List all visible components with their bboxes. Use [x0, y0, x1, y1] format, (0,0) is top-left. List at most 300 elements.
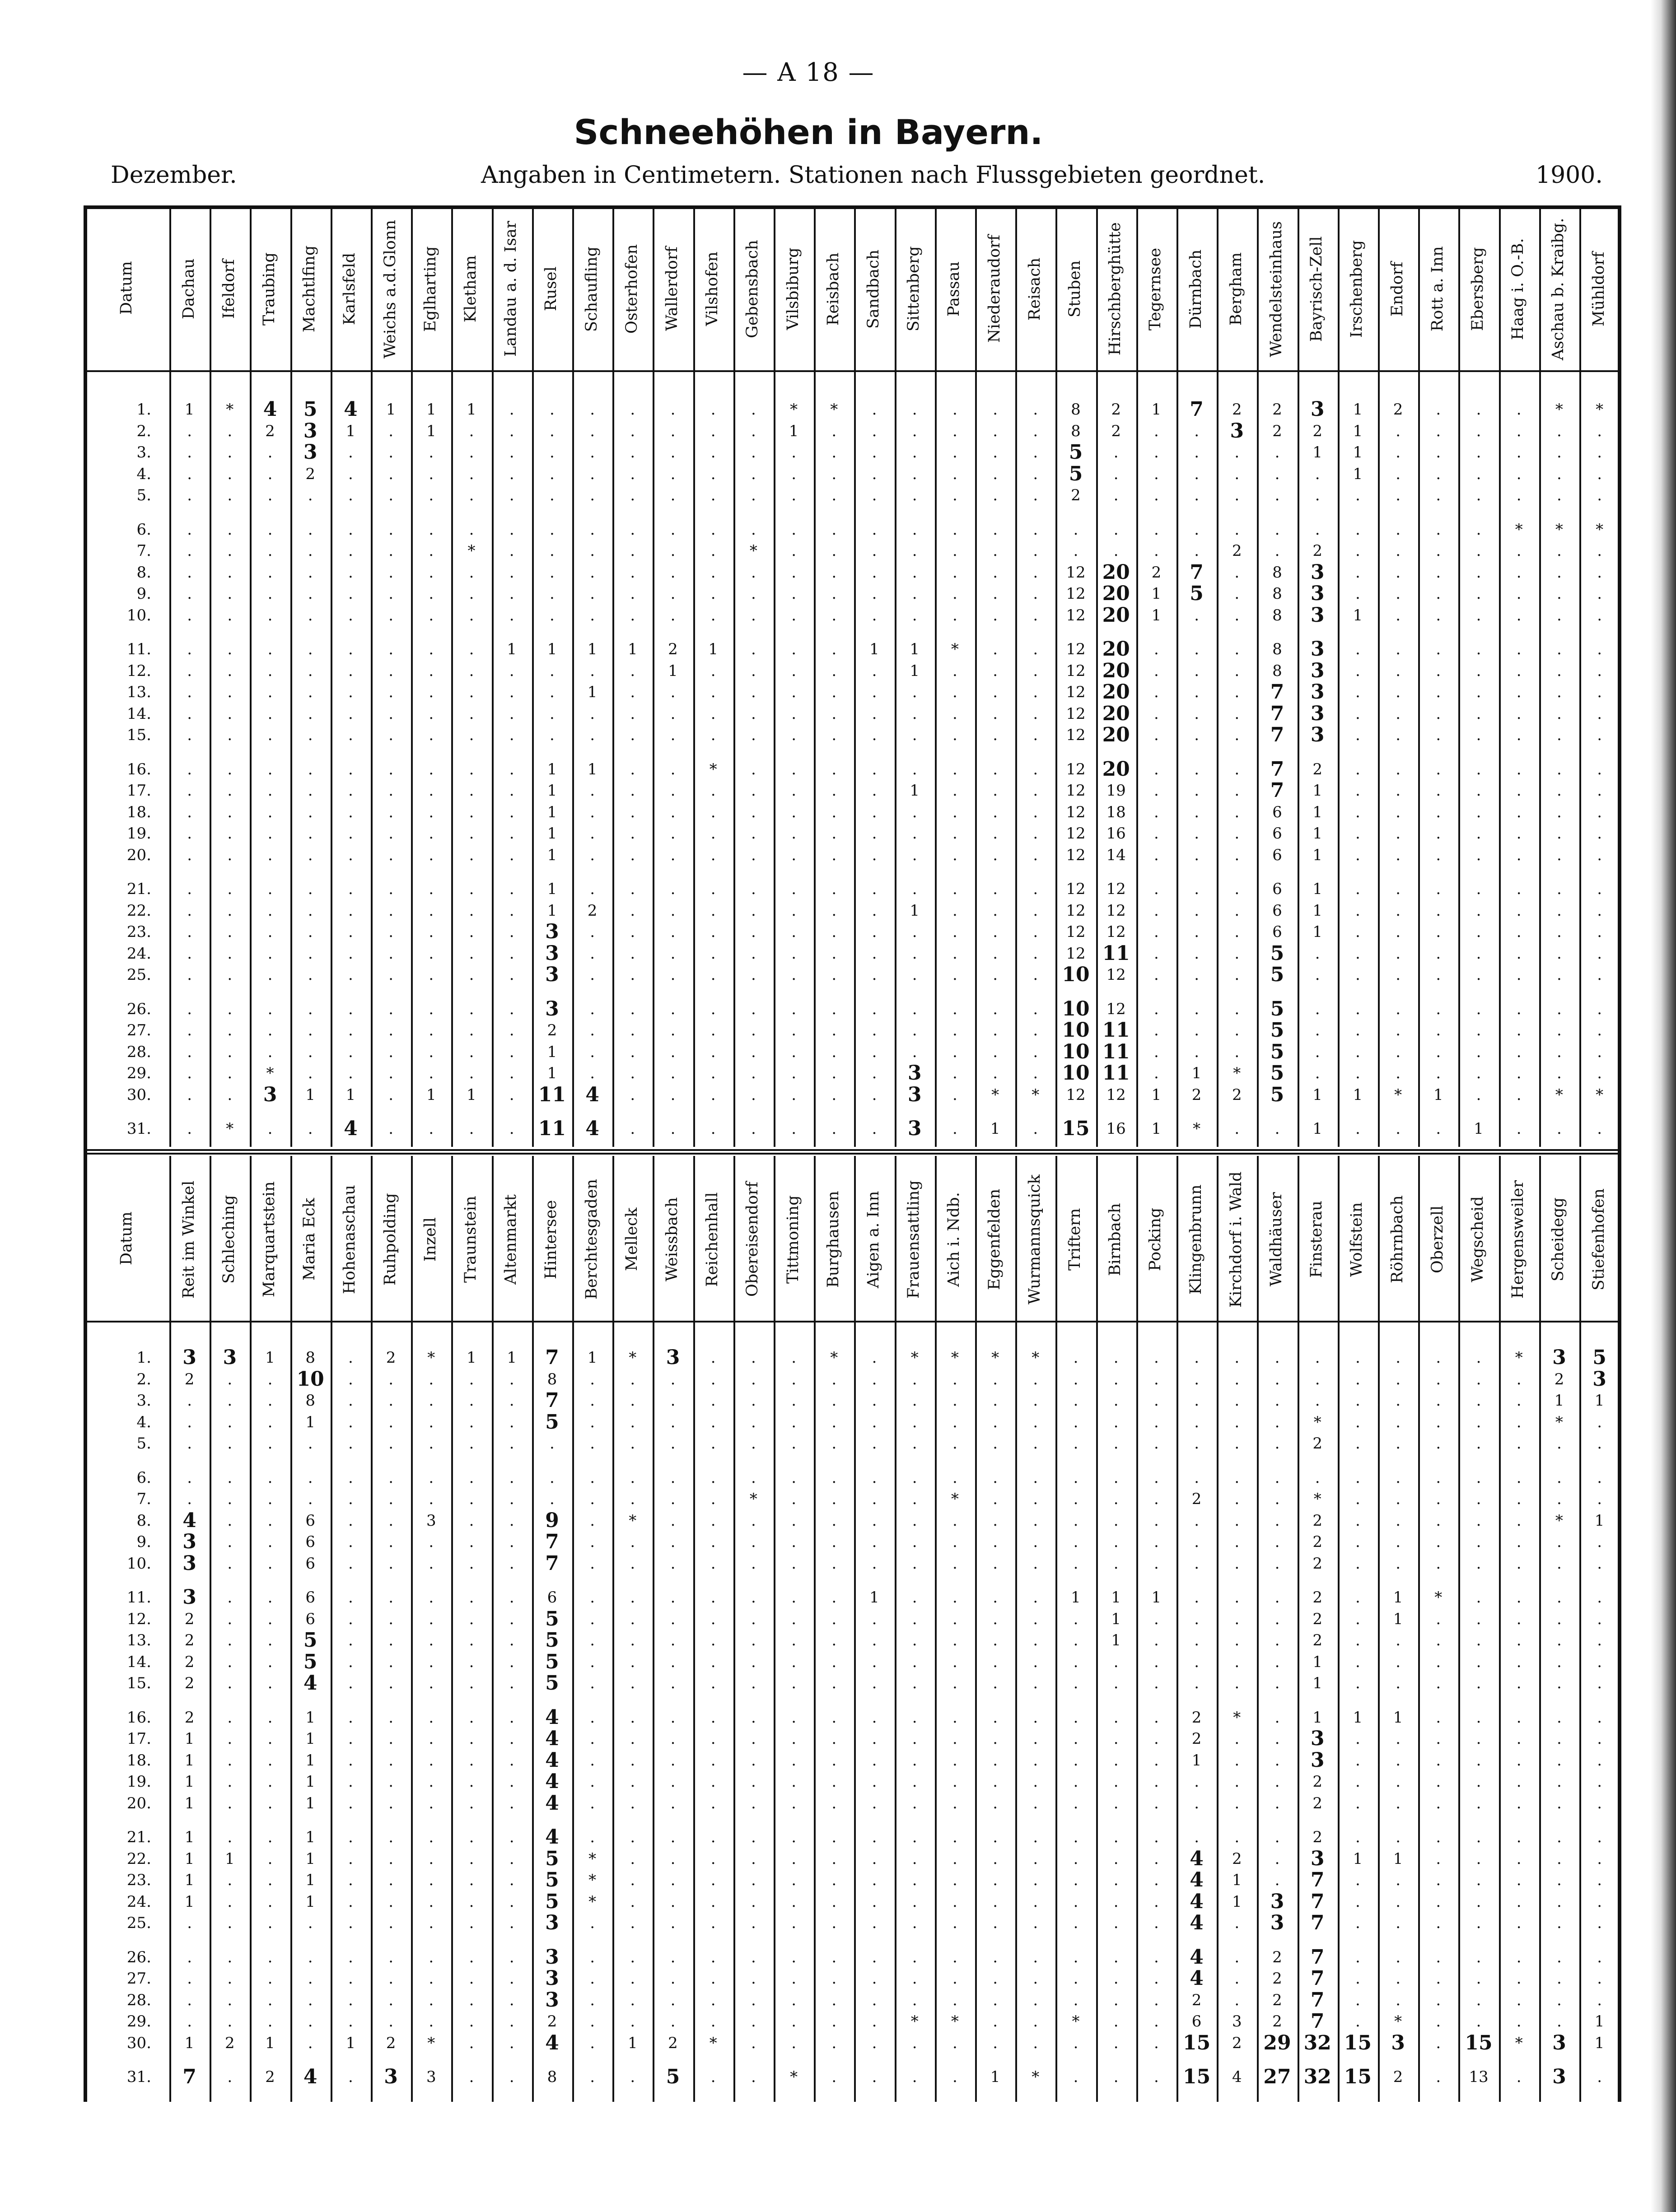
table-2-cell: . [670, 1468, 676, 1487]
table-2-cell: . [791, 1991, 796, 2009]
table-2-station-header: Waldhäuser [1267, 1192, 1285, 1287]
table-2-cell: . [710, 1849, 716, 1868]
table-2-cell: . [469, 1730, 474, 1748]
table-1-cell: . [187, 803, 192, 821]
table-1-cell: . [1556, 803, 1562, 821]
table-1-cell: . [1396, 782, 1401, 800]
table-2-cell: . [872, 1914, 877, 1932]
table-2-cell: . [1033, 1653, 1038, 1671]
table-2-cell: . [831, 1511, 837, 1530]
table-1-cell: . [872, 422, 877, 440]
table-1-cell: . [1234, 640, 1240, 658]
table-1-cell: . [1516, 966, 1522, 984]
table-2-cell: . [348, 1349, 353, 1367]
table-1-cell: 1 [1353, 443, 1363, 461]
table-1-cell: . [187, 661, 192, 680]
table-2-cell: . [872, 1533, 877, 1551]
table-2-cell: 7 [1310, 2010, 1325, 2033]
table-1-station-header: Traubing [260, 252, 278, 326]
table-2-cell: . [831, 1631, 837, 1649]
table-1-cell: 16 [1106, 1120, 1126, 1138]
table-2-cell: . [670, 1828, 676, 1846]
table-1-cell: . [791, 1085, 796, 1104]
table-1-cell: * [1394, 1085, 1402, 1104]
table-1-cell: * [1515, 520, 1523, 539]
table-1-cell: . [831, 846, 837, 864]
table-1-cell: . [952, 782, 957, 800]
table-2-cell: . [1556, 1794, 1562, 1812]
table-1-cell: . [267, 520, 273, 539]
table-1-cell: . [509, 683, 514, 701]
table-2-cell: . [952, 2068, 957, 2086]
table-2-cell: . [429, 1828, 434, 1846]
table-2-cell: . [751, 1751, 756, 1770]
table-2-header-rule [84, 1321, 1621, 1323]
table-1-cell: . [791, 923, 796, 941]
table-1-cell: . [791, 606, 796, 624]
table-2-cell: . [751, 1914, 756, 1932]
table-1-cell: * [1193, 1120, 1201, 1138]
table-2-cell: * [1555, 1511, 1563, 1530]
table-1-cell: . [1556, 846, 1562, 864]
table-1-cell: . [1033, 803, 1038, 821]
table-1-cell: . [952, 846, 957, 864]
table-1-station-header: Landau a. d. Isar [502, 221, 520, 357]
table-1-cell: . [187, 443, 192, 461]
table-2-cell: . [872, 1948, 877, 1966]
table-2-cell: . [509, 1392, 514, 1410]
table-2-cell: . [751, 1413, 756, 1431]
table-1-day-label: 20. [126, 846, 151, 864]
table-1-cell: 1 [507, 640, 517, 658]
table-2-cell: . [710, 1413, 716, 1431]
table-2-cell: . [630, 1554, 635, 1573]
table-1-cell: . [751, 824, 756, 843]
table-1-cell: . [670, 824, 676, 843]
table-1-cell: . [912, 760, 917, 778]
table-1-cell: . [872, 443, 877, 461]
table-1-day-label: 22. [126, 901, 151, 920]
table-2-cell: 2 [386, 2034, 396, 2052]
table-2-cell: . [590, 1610, 595, 1628]
table-2-cell: . [912, 1828, 917, 1846]
table-2-cell: . [388, 1468, 393, 1487]
table-1-cell: 1 [1312, 1085, 1322, 1104]
table-2-station-header: Oberzell [1428, 1205, 1447, 1274]
table-2-cell: . [1516, 1871, 1522, 1889]
table-2-cell: . [1113, 1708, 1119, 1727]
table-2-cell: . [1153, 1653, 1159, 1671]
table-1-cell: . [1275, 443, 1280, 461]
table-1-cell: . [993, 683, 998, 701]
table-2-cell: . [1396, 1511, 1401, 1530]
table-1-cell: . [1396, 465, 1401, 483]
table-2-cell: . [227, 1751, 233, 1770]
table-2-cell: . [1476, 1610, 1481, 1628]
table-1-cell: 12 [1066, 760, 1086, 778]
table-2-cell: . [993, 1370, 998, 1388]
table-2-cell: 7 [1310, 1890, 1325, 1913]
table-1-cell: . [187, 640, 192, 658]
table-1-cell: . [630, 683, 635, 701]
table-1-cell: . [187, 966, 192, 984]
table-1-cell: 1 [1312, 803, 1322, 821]
table-1-cell: . [1436, 606, 1441, 624]
table-1-cell: 8 [1272, 640, 1282, 658]
table-2-cell: . [1033, 1970, 1038, 1988]
table-2-cell: . [348, 1708, 353, 1727]
table-1-cell: . [1476, 563, 1481, 582]
table-2-cell: . [429, 1468, 434, 1487]
table-2-cell: . [751, 1708, 756, 1727]
table-1-cell: . [1194, 542, 1199, 560]
table-1-cell: . [952, 824, 957, 843]
table-1-cell: . [630, 1043, 635, 1061]
table-1-cell: . [872, 400, 877, 419]
table-1-cell: . [1556, 585, 1562, 603]
table-1-day-label: 15. [126, 726, 151, 744]
table-1-cell: . [308, 824, 313, 843]
table-2-cell: . [1476, 1849, 1481, 1868]
table-1-cell: . [1556, 966, 1562, 984]
table-2-cell: . [469, 1991, 474, 2009]
table-1-cell: . [831, 782, 837, 800]
table-2-cell: . [831, 1849, 837, 1868]
table-2-cell: . [1234, 1434, 1240, 1453]
table-2-station-header: Ruhpolding [381, 1193, 399, 1286]
table-2-cell: . [227, 1730, 233, 1748]
table-2-cell: . [1516, 1631, 1522, 1649]
table-2-cell: . [791, 1392, 796, 1410]
table-2-cell: 4 [545, 1748, 559, 1772]
table-2-cell: . [912, 1533, 917, 1551]
table-1-cell: . [912, 1021, 917, 1039]
table-1-cell: . [1597, 606, 1602, 624]
table-2-cell: . [1194, 1413, 1199, 1431]
table-2-cell: . [1153, 1871, 1159, 1889]
table-2-cell: 3 [182, 1586, 196, 1609]
table-1-cell: 20 [1102, 638, 1130, 661]
table-2-cell: . [952, 1588, 957, 1607]
table-1-cell: . [348, 443, 353, 461]
table-2-cell: 5 [545, 1410, 559, 1434]
table-2-cell: . [1396, 1991, 1401, 2009]
table-2-cell: . [1556, 1653, 1562, 1671]
table-1-cell: . [1476, 606, 1481, 624]
table-1-cell: * [790, 400, 798, 419]
table-1-cell: . [429, 824, 434, 843]
table-1-cell: . [509, 923, 514, 941]
table-2-cell: . [1194, 1674, 1199, 1692]
table-2-cell: . [952, 1892, 957, 1911]
table-1-cell: . [590, 563, 595, 582]
table-1-cell: . [791, 726, 796, 744]
table-2-cell: . [348, 1970, 353, 1988]
table-2-cell: . [348, 1490, 353, 1508]
table-2-cell: . [630, 1468, 635, 1487]
table-2-cell: . [549, 1434, 555, 1453]
table-1-cell: . [308, 1064, 313, 1082]
table-1-cell: . [388, 542, 393, 560]
table-2-cell: 2 [1312, 1511, 1322, 1530]
table-2-cell: . [1315, 1349, 1320, 1367]
table-2-cell: . [791, 1970, 796, 1988]
table-2-cell: . [1153, 1554, 1159, 1573]
table-1-cell: . [509, 1085, 514, 1104]
table-2-cell: . [1556, 1991, 1562, 2009]
table-2-cell: . [912, 1653, 917, 1671]
table-1-cell: . [1556, 923, 1562, 941]
table-2-cell: . [590, 2012, 595, 2030]
table-2-cell: . [1153, 1511, 1159, 1530]
table-1-cell: . [1556, 563, 1562, 582]
table-2-cell: . [1073, 2034, 1078, 2052]
table-2-cell: . [993, 1413, 998, 1431]
table-2-cell: . [670, 1914, 676, 1932]
table-2-cell: 4 [1190, 1967, 1204, 1990]
table-1-cell: . [1556, 704, 1562, 723]
table-2-day-label: 29. [126, 2012, 151, 2030]
table-2-cell: . [912, 1490, 917, 1508]
table-1-cell: 20 [1102, 680, 1130, 703]
table-2-cell: . [751, 1948, 756, 1966]
table-1-cell: . [791, 944, 796, 963]
table-2-cell: . [831, 1392, 837, 1410]
table-1-cell: 1 [547, 760, 557, 778]
table-2-cell: . [630, 1708, 635, 1727]
table-2-cell: . [1516, 1610, 1522, 1628]
table-1-cell: . [1033, 1064, 1038, 1082]
table-1-cell: . [831, 726, 837, 744]
table-1-cell: . [469, 465, 474, 483]
table-1-cell: * [951, 640, 959, 658]
table-1-cell: . [993, 542, 998, 560]
table-2-cell: . [1073, 1914, 1078, 1932]
table-1-cell: . [1194, 1021, 1199, 1039]
table-2-cell: . [227, 1588, 233, 1607]
table-2-cell: . [1516, 1554, 1522, 1573]
table-1-cell: . [1597, 1000, 1602, 1018]
table-2-cell: . [1073, 1370, 1078, 1388]
table-2-cell: . [1355, 1970, 1360, 1988]
table-2-cell: . [710, 1828, 716, 1846]
table-1-cell: . [1153, 760, 1159, 778]
table-2-cell: . [1033, 1413, 1038, 1431]
table-1-cell: 3 [545, 997, 559, 1020]
table-1-cell: . [710, 1043, 716, 1061]
table-2-cell: . [751, 1892, 756, 1911]
table-2-cell: . [429, 1991, 434, 2009]
table-1-cell: * [1596, 1085, 1604, 1104]
table-1-cell: . [187, 606, 192, 624]
table-1-cell: . [912, 443, 917, 461]
table-1-cell: * [467, 542, 476, 560]
table-1-cell: 2 [1232, 542, 1242, 560]
table-1-cell: . [630, 1120, 635, 1138]
table-2-cell: 1 [305, 1773, 315, 1791]
table-1-cell: . [469, 944, 474, 963]
table-1-cell: . [670, 585, 676, 603]
table-2-cell: . [1597, 1653, 1602, 1671]
table-2-day-label: 11. [126, 1588, 151, 1607]
table-1-cell: 11 [1102, 1019, 1130, 1042]
table-2-cell: . [1556, 1708, 1562, 1727]
table-1-cell: . [1194, 726, 1199, 744]
table-1-cell: . [549, 563, 555, 582]
table-1-cell: . [227, 683, 233, 701]
table-1-cell: 1 [1312, 782, 1322, 800]
table-2-cell: . [710, 1991, 716, 2009]
table-2-cell: . [388, 1828, 393, 1846]
table-1-cell: . [509, 944, 514, 963]
table-1-cell: . [590, 726, 595, 744]
table-2-cell: . [429, 1588, 434, 1607]
table-2-cell: * [1072, 2012, 1080, 2030]
table-1-cell: . [630, 1085, 635, 1104]
table-2-cell: . [1516, 1674, 1522, 1692]
table-1-station-header: Reisach [1025, 257, 1044, 321]
table-1-cell: . [1516, 1021, 1522, 1039]
table-1-cell: . [1153, 846, 1159, 864]
table-1-cell: . [187, 880, 192, 898]
table-2-cell: * [830, 1349, 838, 1367]
table-1-cell: 3 [1310, 638, 1325, 661]
table-2-cell: . [1355, 1653, 1360, 1671]
table-1-cell: * [1596, 520, 1604, 539]
table-1-cell: . [872, 880, 877, 898]
table-2-cell: . [388, 1730, 393, 1748]
table-1-cell: . [670, 520, 676, 539]
table-1-cell: . [509, 563, 514, 582]
table-2-cell: 5 [545, 1629, 559, 1652]
table-1-cell: 3 [1310, 659, 1325, 682]
table-2-cell: 7 [545, 1346, 559, 1369]
table-2-cell: . [1073, 1468, 1078, 1487]
table-1-cell: . [791, 846, 796, 864]
table-1-cell: 12 [1106, 901, 1126, 920]
table-1-cell: . [1234, 661, 1240, 680]
table-1-cell: 1 [1151, 400, 1162, 419]
table-1-cell: . [1355, 944, 1360, 963]
table-2-cell: . [630, 1948, 635, 1966]
table-1-cell: . [1597, 901, 1602, 920]
table-2-cell: . [1436, 1392, 1441, 1410]
table-2-cell: . [1113, 1392, 1119, 1410]
table-1-cell: . [388, 1120, 393, 1138]
table-2-cell: 5 [666, 2065, 680, 2088]
table-2-cell: . [831, 1468, 837, 1487]
table-1-cell: . [1113, 465, 1119, 483]
table-1-cell: . [1153, 640, 1159, 658]
table-2-cell: . [872, 1991, 877, 2009]
table-1-cell: . [348, 846, 353, 864]
table-2-cell: . [348, 1533, 353, 1551]
table-1-cell: . [1597, 782, 1602, 800]
table-2-cell: . [429, 1948, 434, 1966]
table-2-cell: 5 [545, 1672, 559, 1695]
table-1-cell: . [590, 606, 595, 624]
table-1-cell: . [429, 563, 434, 582]
table-2-cell: . [227, 1631, 233, 1649]
table-1-cell: . [1194, 683, 1199, 701]
table-2-cell: . [267, 1511, 273, 1530]
table-2-cell: 8 [547, 1370, 557, 1388]
table-1-cell: . [1234, 1043, 1240, 1061]
table-2-cell: . [1476, 1434, 1481, 1453]
table-1-cell: . [1194, 486, 1199, 504]
table-1-cell: 11 [1102, 1062, 1130, 1085]
table-1-cell: . [590, 1043, 595, 1061]
table-1-cell: . [1556, 880, 1562, 898]
table-1-cell: . [1153, 923, 1159, 941]
table-2-cell: . [469, 1970, 474, 1988]
table-1-cell: . [429, 585, 434, 603]
table-1-cell: . [1516, 465, 1522, 483]
table-1-cell: 5 [1270, 1019, 1284, 1042]
table-1-station-header: Vilsbiburg [784, 247, 802, 331]
table-2-cell: . [952, 1828, 957, 1846]
table-2-cell: . [509, 1631, 514, 1649]
table-1-cell: . [1436, 585, 1441, 603]
table-2-cell: . [670, 1588, 676, 1607]
table-2-cell: 1 [1594, 1511, 1605, 1530]
table-2-cell: . [1153, 2068, 1159, 2086]
table-1-cell: . [1194, 846, 1199, 864]
table-1-cell: . [187, 683, 192, 701]
table-1-cell: . [1516, 606, 1522, 624]
table-2-cell: 7 [182, 2065, 196, 2088]
table-1-cell: 1 [1312, 880, 1322, 898]
table-1-cell: . [1556, 1064, 1562, 1082]
table-1-cell: . [509, 443, 514, 461]
table-2-cell: . [1073, 1674, 1078, 1692]
table-2-cell: 1 [990, 2068, 1000, 2086]
table-1-cell: . [388, 1021, 393, 1039]
table-2-cell: . [509, 1554, 514, 1573]
table-1-cell: . [509, 486, 514, 504]
table-2-cell: . [227, 1892, 233, 1911]
table-2-cell: . [267, 1794, 273, 1812]
table-1-cell: . [1194, 944, 1199, 963]
table-2-cell: . [1476, 1588, 1481, 1607]
table-1-cell: . [791, 803, 796, 821]
table-1-cell: . [388, 486, 393, 504]
table-2-cell: . [308, 1970, 313, 1988]
table-2-day-label: 5. [136, 1434, 151, 1453]
table-1-cell: . [1113, 443, 1119, 461]
table-2-cell: * [1394, 2012, 1402, 2030]
table-2-cell: . [952, 1849, 957, 1868]
table-1-cell: . [549, 683, 555, 701]
table-2-cell: . [1597, 1871, 1602, 1889]
table-2-cell: . [872, 1349, 877, 1367]
table-2-cell: . [1556, 1773, 1562, 1791]
table-2-cell: . [630, 1794, 635, 1812]
table-1-cell: . [227, 465, 233, 483]
table-2-cell: . [1436, 1653, 1441, 1671]
table-2-cell: 1 [1111, 1631, 1121, 1649]
table-2-cell: . [227, 1773, 233, 1791]
table-1-cell: . [1275, 1120, 1280, 1138]
table-2-cell: . [1275, 1674, 1280, 1692]
table-1-cell: . [710, 944, 716, 963]
table-2-cell: . [1113, 1914, 1119, 1932]
table-1-cell: . [429, 465, 434, 483]
table-1-cell: . [710, 443, 716, 461]
table-2-station-header: Inzell [421, 1217, 439, 1262]
table-2-cell: 5 [545, 1847, 559, 1870]
table-1-cell: . [831, 760, 837, 778]
